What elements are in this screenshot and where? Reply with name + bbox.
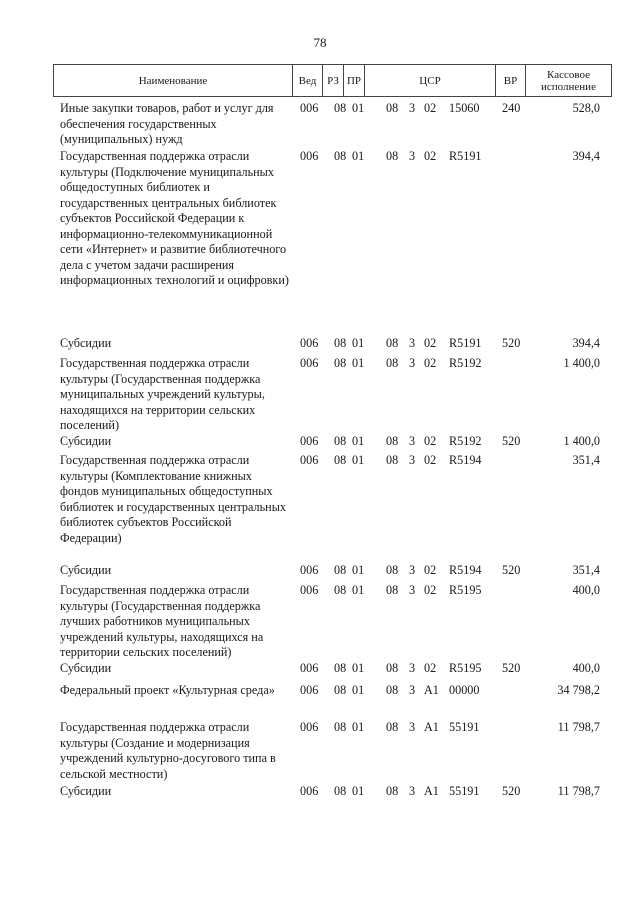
table-row	[0, 101, 640, 149]
row-csr-event: A1	[424, 720, 439, 734]
row-csr-event: 02	[424, 101, 437, 115]
row-csr-event: A1	[424, 784, 439, 798]
row-pr: 01	[352, 434, 365, 448]
row-pr: 01	[352, 101, 365, 115]
row-csr-code: R5192	[449, 434, 482, 448]
row-rz: 08	[334, 336, 347, 350]
row-name: Государственная поддержка отрасли культуры (Государственная поддержка муниципальных учреждений культуры, находящихся на территории сельских поселений)	[60, 356, 265, 432]
row-rz: 08	[334, 453, 347, 467]
row-csr-code: 15060	[449, 101, 480, 115]
table-row	[0, 149, 640, 336]
row-name: Федеральный проект «Культурная среда»	[60, 683, 275, 697]
row-pr: 01	[352, 149, 365, 163]
row-csr-code: R5191	[449, 336, 482, 350]
row-csr-event: 02	[424, 149, 437, 163]
row-ved: 006	[300, 683, 319, 697]
row-name: Субсидии	[60, 434, 112, 448]
row-rz: 08	[334, 661, 347, 675]
row-vr: 520	[502, 784, 521, 798]
header-rz: РЗ	[322, 65, 343, 96]
table-row	[0, 336, 640, 356]
row-sum: 394,4	[572, 149, 600, 163]
row-pr: 01	[352, 683, 365, 697]
row-name: Государственная поддержка отрасли культуры (Комплектование книжных фондов муниципальных общедоступных библиотек и государственных центральных библиотек субъектов Российской Федерации)	[60, 453, 286, 545]
row-csr-code: 55191	[449, 784, 480, 798]
row-csr-code: 00000	[449, 683, 480, 697]
row-ved: 006	[300, 453, 319, 467]
row-csr-subprogram: 3	[409, 356, 416, 370]
row-rz: 08	[334, 583, 347, 597]
row-pr: 01	[352, 336, 365, 350]
row-rz: 08	[334, 101, 347, 115]
row-csr-code: R5194	[449, 453, 482, 467]
row-sum: 1 400,0	[563, 434, 600, 448]
row-pr: 01	[352, 661, 365, 675]
row-csr-event: 02	[424, 583, 437, 597]
row-vr: 520	[502, 563, 521, 577]
row-csr-program: 08	[386, 101, 399, 115]
row-name: Субсидии	[60, 661, 112, 675]
row-ved: 006	[300, 336, 319, 350]
row-name: Государственная поддержка отрасли культуры (Подключение муниципальных общедоступных библиотек и государственных центральных библиотек субъектов Российской Федерации к информационно-телекоммуникационной сети «Интернет» и развитие библиотечного дела с учетом задачи расширения информационных технологий и оцифровки)	[60, 149, 289, 287]
row-csr-subprogram: 3	[409, 563, 416, 577]
row-ved: 006	[300, 101, 319, 115]
row-csr-event: 02	[424, 434, 437, 448]
row-name: Субсидии	[60, 336, 112, 350]
row-csr-subprogram: 3	[409, 336, 416, 350]
row-csr-program: 08	[386, 434, 399, 448]
header-ved: Вед	[292, 65, 322, 96]
row-vr: 520	[502, 336, 521, 350]
row-ved: 006	[300, 563, 319, 577]
row-rz: 08	[334, 563, 347, 577]
row-vr: 240	[502, 101, 521, 115]
page-number: 78	[313, 35, 327, 50]
row-csr-code: R5195	[449, 661, 482, 675]
row-csr-subprogram: 3	[409, 784, 416, 798]
table-header	[53, 64, 612, 97]
row-csr-event: 02	[424, 563, 437, 577]
table-body	[0, 101, 640, 804]
row-csr-program: 08	[386, 336, 399, 350]
table-row	[0, 453, 640, 563]
row-csr-code: R5194	[449, 563, 482, 577]
table-row	[0, 720, 640, 784]
row-csr-program: 08	[386, 784, 399, 798]
row-sum: 11 798,7	[557, 720, 600, 734]
table-row	[0, 683, 640, 720]
row-csr-code: R5191	[449, 149, 482, 163]
row-csr-subprogram: 3	[409, 583, 416, 597]
header-name: Наименование	[138, 74, 208, 87]
row-sum: 400,0	[572, 661, 600, 675]
row-name: Иные закупки товаров, работ и услуг для обеспечения государственных (муниципальных) нужд	[60, 101, 274, 146]
row-csr-code: R5192	[449, 356, 482, 370]
row-name: Субсидии	[60, 784, 112, 798]
row-csr-subprogram: 3	[409, 101, 416, 115]
row-csr-event: 02	[424, 336, 437, 350]
row-csr-program: 08	[386, 661, 399, 675]
row-csr-event: 02	[424, 453, 437, 467]
row-csr-subprogram: 3	[409, 720, 416, 734]
header-vr: ВР	[495, 65, 525, 96]
row-csr-code: R5195	[449, 583, 482, 597]
row-sum: 351,4	[572, 563, 600, 577]
row-vr: 520	[502, 434, 521, 448]
row-pr: 01	[352, 583, 365, 597]
row-pr: 01	[352, 784, 365, 798]
row-rz: 08	[334, 683, 347, 697]
row-csr-program: 08	[386, 720, 399, 734]
row-rz: 08	[334, 356, 347, 370]
row-ved: 006	[300, 661, 319, 675]
row-sum: 34 798,2	[557, 683, 600, 697]
row-rz: 08	[334, 784, 347, 798]
row-sum: 528,0	[572, 101, 600, 115]
row-csr-program: 08	[386, 356, 399, 370]
row-csr-subprogram: 3	[409, 661, 416, 675]
table-row	[0, 434, 640, 453]
row-pr: 01	[352, 453, 365, 467]
row-csr-program: 08	[386, 583, 399, 597]
row-sum: 394,4	[572, 336, 600, 350]
row-ved: 006	[300, 149, 319, 163]
row-name: Государственная поддержка отрасли культуры (Государственная поддержка лучших работников муниципальных учреждений культуры, находящихся на территории сельских поселений)	[60, 583, 264, 659]
row-csr-event: 02	[424, 661, 437, 675]
row-rz: 08	[334, 149, 347, 163]
row-csr-subprogram: 3	[409, 434, 416, 448]
row-rz: 08	[334, 434, 347, 448]
row-pr: 01	[352, 563, 365, 577]
row-ved: 006	[300, 720, 319, 734]
row-csr-program: 08	[386, 453, 399, 467]
row-ved: 006	[300, 583, 319, 597]
row-csr-code: 55191	[449, 720, 480, 734]
row-sum: 1 400,0	[563, 356, 600, 370]
row-csr-program: 08	[386, 563, 399, 577]
row-csr-subprogram: 3	[409, 453, 416, 467]
table-row	[0, 661, 640, 683]
row-csr-subprogram: 3	[409, 683, 416, 697]
row-ved: 006	[300, 356, 319, 370]
row-csr-program: 08	[386, 149, 399, 163]
row-csr-subprogram: 3	[409, 149, 416, 163]
row-ved: 006	[300, 434, 319, 448]
table-row	[0, 356, 640, 434]
row-pr: 01	[352, 720, 365, 734]
table-row	[0, 784, 640, 804]
row-rz: 08	[334, 720, 347, 734]
row-ved: 006	[300, 784, 319, 798]
header-pr: ПР	[343, 65, 364, 96]
table-row	[0, 583, 640, 661]
row-pr: 01	[352, 356, 365, 370]
row-sum: 351,4	[572, 453, 600, 467]
row-vr: 520	[502, 661, 521, 675]
header-sum: Кассовое исполнение	[525, 65, 611, 96]
row-sum: 11 798,7	[557, 784, 600, 798]
row-csr-event: A1	[424, 683, 439, 697]
row-name: Субсидии	[60, 563, 112, 577]
row-name: Государственная поддержка отрасли культуры (Создание и модернизация учреждений культурно-досугового типа в сельской местности)	[60, 720, 276, 781]
header-csr: ЦСР	[364, 65, 495, 96]
row-csr-program: 08	[386, 683, 399, 697]
row-csr-event: 02	[424, 356, 437, 370]
table-row	[0, 563, 640, 583]
row-sum: 400,0	[572, 583, 600, 597]
